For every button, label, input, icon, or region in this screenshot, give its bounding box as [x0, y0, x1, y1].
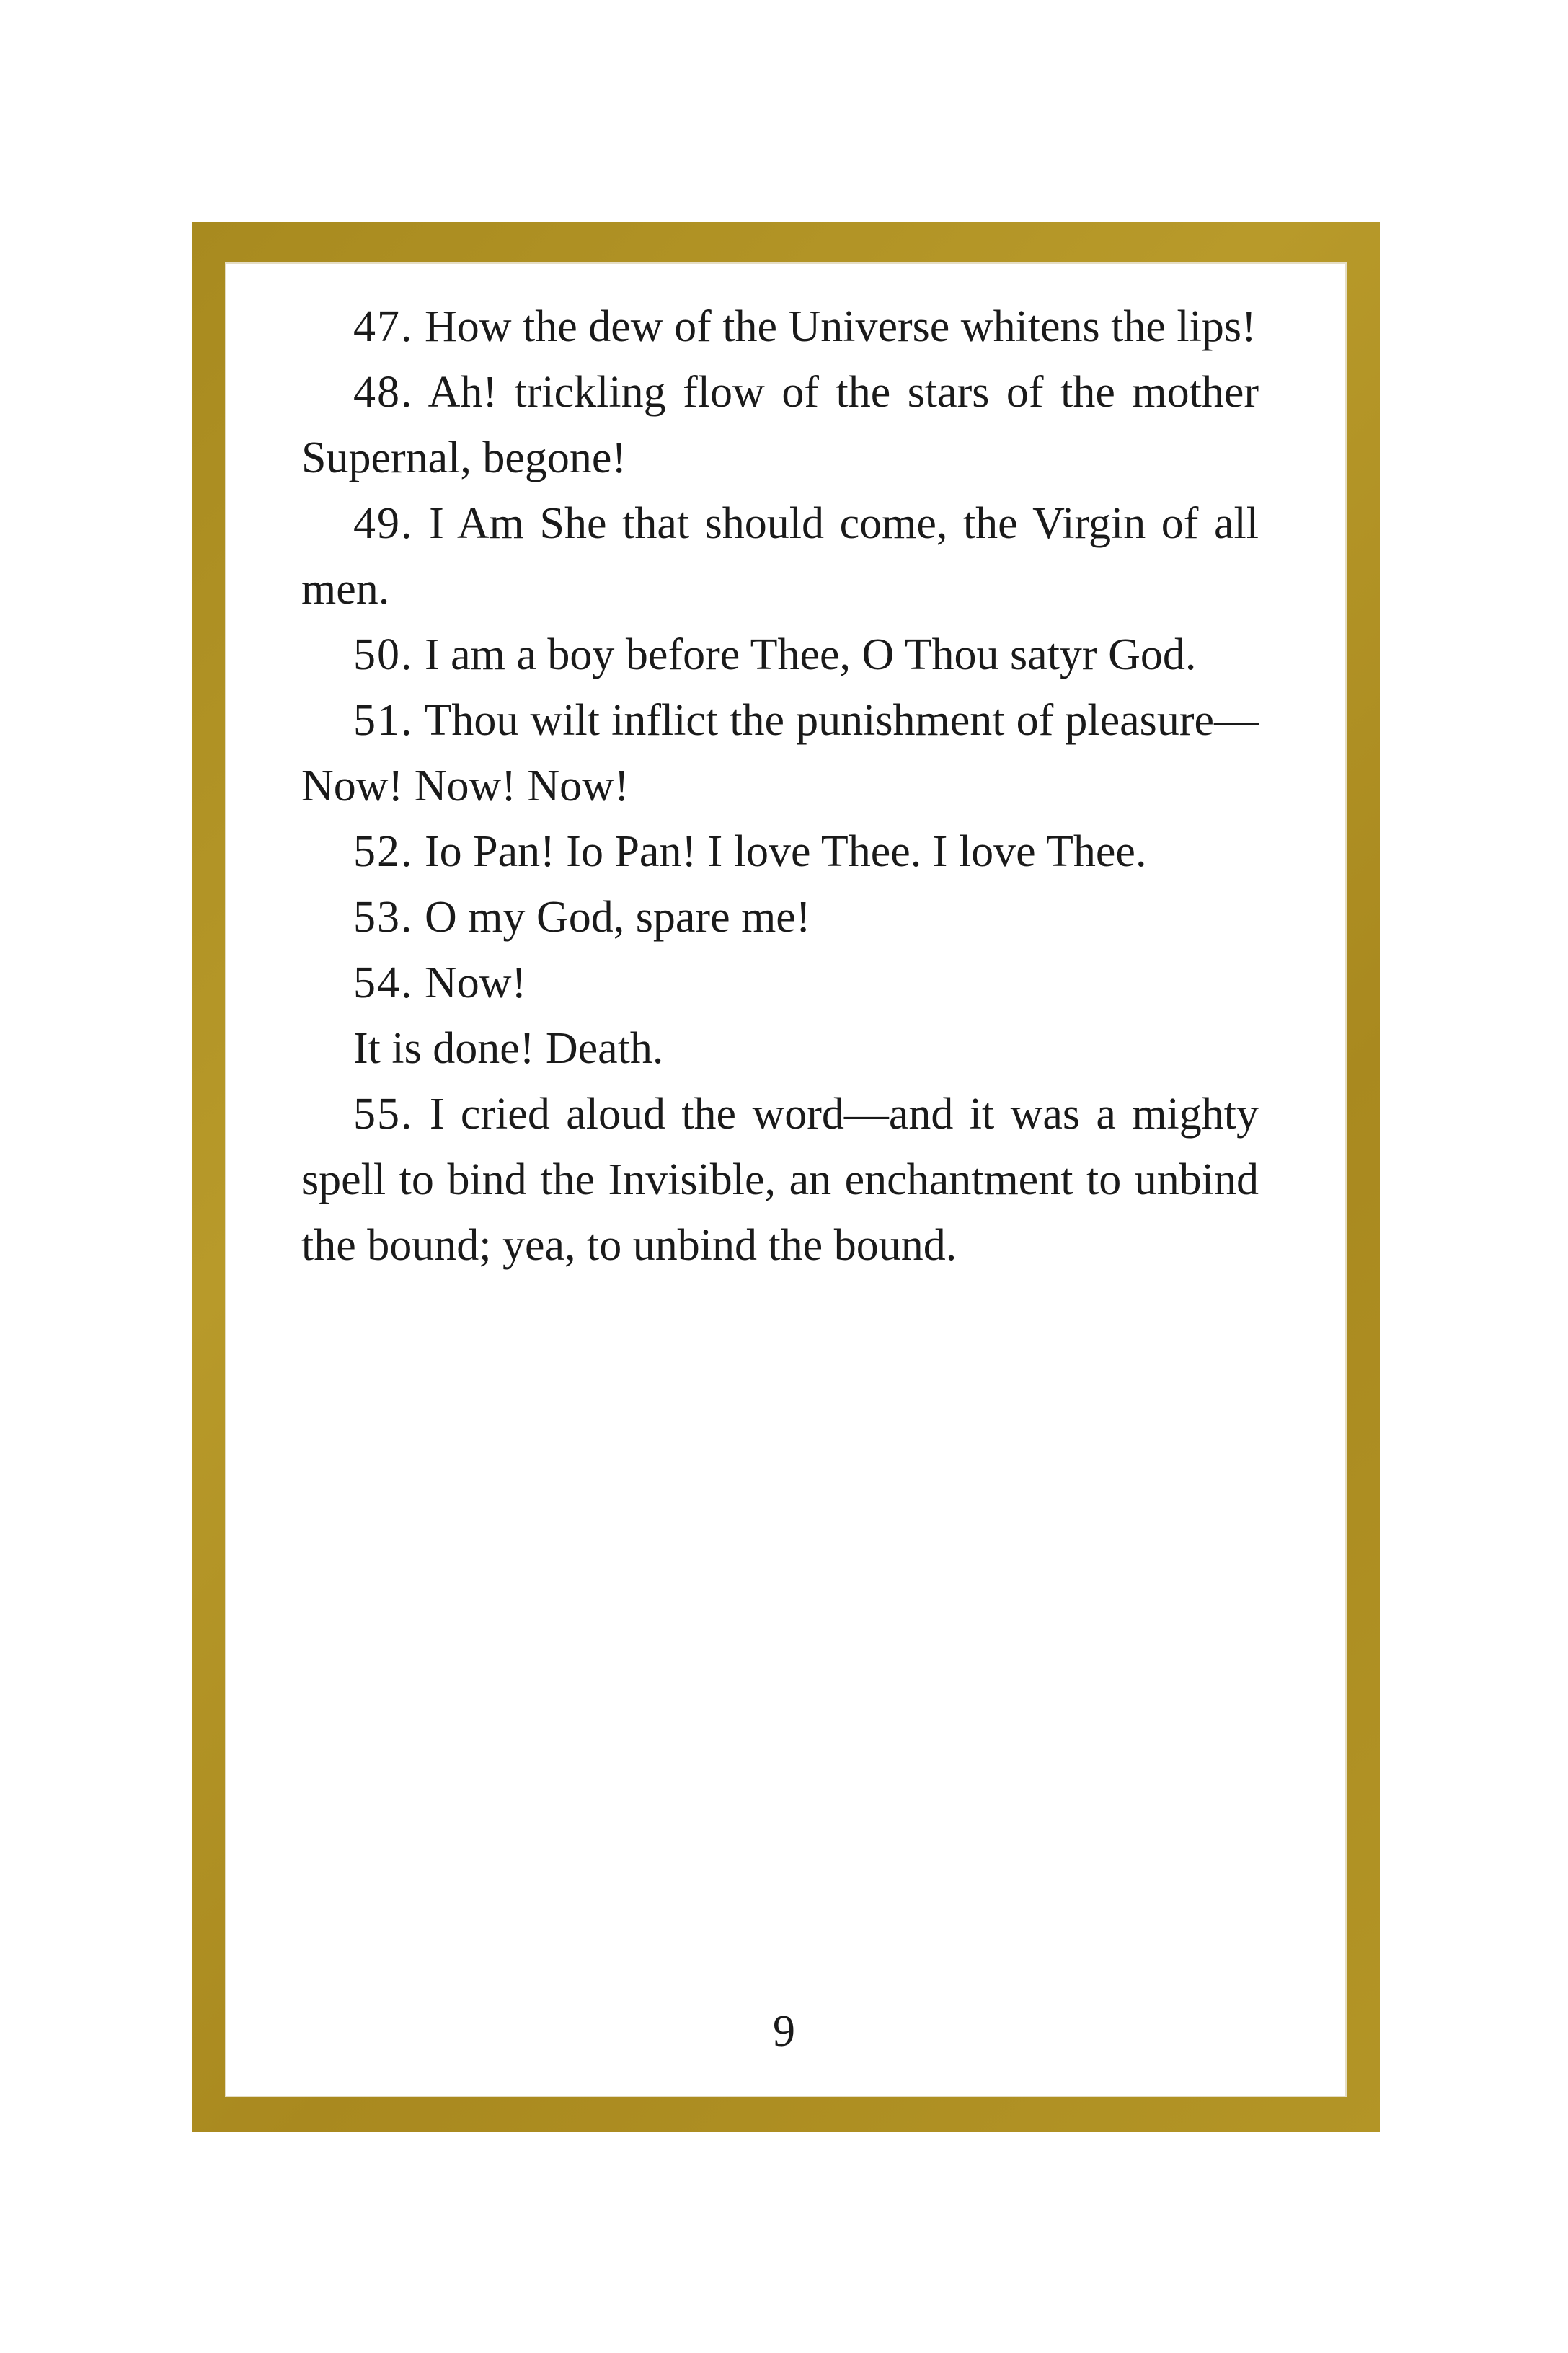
- verse-text: I Am She that should come, the Virgin of all men.: [301, 499, 1259, 614]
- verse-text: I am a boy before Thee, O Thou satyr God.: [425, 630, 1197, 679]
- verse-53: [301, 885, 1259, 950]
- verse-55: [301, 1082, 1259, 1279]
- verse-number: 49.: [353, 499, 414, 548]
- verse-number: 48.: [353, 368, 414, 417]
- verse-50: [301, 622, 1259, 688]
- verse-number: 51.: [353, 696, 414, 745]
- verse-number: 53.: [353, 893, 414, 942]
- verse-text: Io Pan! Io Pan! I love Thee. I love Thee.: [425, 827, 1147, 876]
- verse-text: O my God, spare me!: [425, 893, 811, 942]
- verse-number: 55.: [353, 1090, 414, 1139]
- verse-continuation: It is done! Death.: [353, 1024, 664, 1073]
- verse-48: [301, 360, 1259, 491]
- page-number: 9: [773, 2007, 795, 2056]
- verse-54: [301, 950, 1259, 1016]
- verse-49: [301, 491, 1259, 622]
- verse-number: 47.: [353, 302, 414, 351]
- verse-text: I cried aloud the word—and it was a mighty spell to bind the Invisible, an enchantment to unbind the bound; yea, to unbind the bound.: [301, 1090, 1259, 1270]
- verse-number: 52.: [353, 827, 414, 876]
- verse-list: [301, 294, 1259, 1279]
- verse-text: Thou wilt inflict the punishment of pleasure—Now! Now! Now!: [301, 696, 1259, 811]
- verse-47: [301, 294, 1259, 360]
- verse-52: [301, 819, 1259, 885]
- verse-number: 54.: [353, 958, 414, 1007]
- verse-text: Now!: [425, 958, 527, 1007]
- verse-text: Ah! trickling flow of the stars of the mother Supernal, begone!: [301, 368, 1259, 482]
- verse-number: 50.: [353, 630, 414, 679]
- verse-51: [301, 688, 1259, 819]
- verse-text: How the dew of the Universe whitens the lips!: [425, 302, 1257, 351]
